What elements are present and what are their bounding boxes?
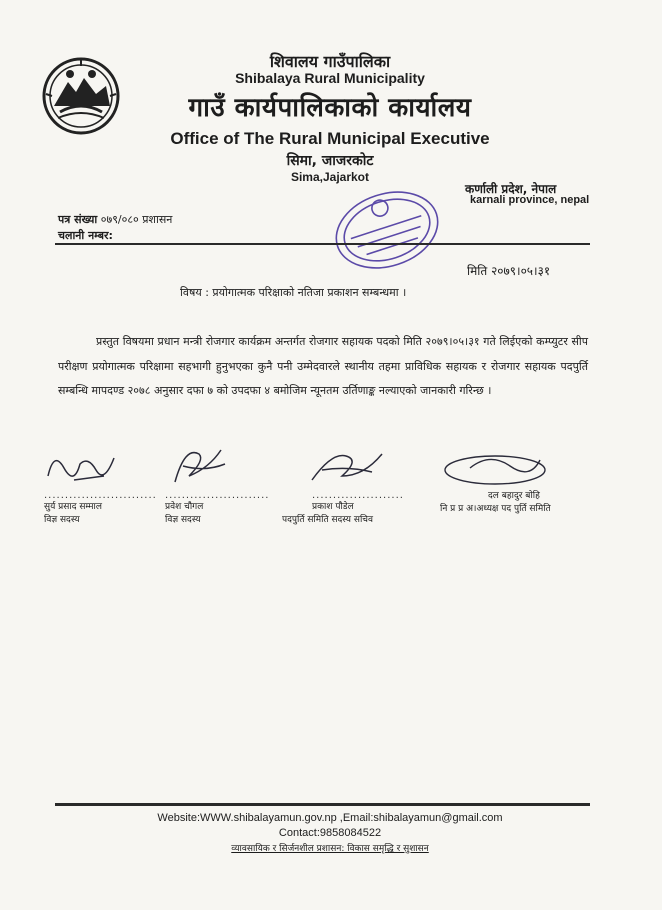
signatory-name: दल बहादुर बोहि [488,491,540,501]
signature-4 [440,446,550,486]
letter-number [58,212,172,227]
letter-date [467,262,550,279]
footer-divider [55,803,590,806]
header-divider [55,243,590,245]
signature-3 [302,446,392,486]
letter-number-value: ०७९/०८० प्रशासन [100,213,173,226]
signatory-4 [440,446,590,514]
office-name-english: Office of The Rural Municipal Executive [170,129,490,148]
province-nepali: कर्णाली प्रदेश, नेपाल [465,182,557,196]
signature-line: ........................... [44,490,157,501]
dispatch-number [58,228,113,243]
signature-2 [165,446,245,486]
municipality-emblem-logo [40,56,122,136]
signature-1 [44,446,124,486]
place-nepali: सिमा, जाजरकोट [286,153,374,169]
footer-motto: व्यावसायिक र सिर्जनशील प्रशासन: विकास समृद्धि र सुशासन [231,844,429,854]
signatory-name: सुर्य प्रसाद सम्माल [44,502,102,512]
dispatch-number-label: चलानी नम्बर: [58,229,113,242]
letter-subject: विषय : प्रयोगात्मक परिक्षाको नतिजा प्रकाशन सम्बन्धमा । [180,286,407,299]
signatory-3 [282,446,432,525]
signatory-name: प्रकाश पौडेल [312,502,354,512]
signatory-2 [165,446,295,525]
date-label: मिति [467,264,488,278]
date-value: २०७९।०५।३१ [491,264,551,278]
signatory-role: विज्ञ सदस्य [165,515,201,525]
letter-body: प्रस्तुत विषयमा प्रधान मन्त्री रोजगार कार्यक्रम अन्तर्गत रोजगार सहायक पदको मिति २०७९।०५।३१ गते लिईएको कम्प्युटर सीप परीक्षण प्रयोगात्मक परिक्षामा सहभागी हुनुभएका कुनै पनी उम्मेदवारले स्थानीय तहमा प्राविधिक सहायक र रोजगार सहायक पदपुर्ति सम्बन्धि मापदण्ड २०७८ अनुसार दफा ७ को उपदफा ४ बमोजिम न्यूनतम उर्तिणाङ्क नल्याएको जानकारी गरिन्छ । [58,335,588,397]
signature-line: ...................... [312,490,404,501]
office-stamp [330,185,445,275]
letter-number-label: पत्र संख्या [58,213,98,226]
province-english: karnali province, nepal [470,194,590,206]
signatory-role: विज्ञ सदस्य [44,515,80,525]
footer-contact: Contact:9858084522 [278,827,382,839]
municipality-name-english: Shibalaya Rural Municipality [235,70,425,86]
office-name-nepali: गाउँ कार्यपालिकाको कार्यालय [188,93,472,123]
municipality-name-nepali: शिवालय गाउँपालिका [269,52,391,71]
signatory-role: पदपुर्ति समिति सदस्य सचिव [282,515,374,525]
signatory-role: नि प्र प्र अ।अध्यक्ष पद पुर्ति समिति [440,504,551,514]
signatory-name: प्रवेश चौगल [165,502,204,512]
place-english: Sima,Jajarkot [290,170,370,184]
signatory-1 [44,446,174,525]
signature-line: ......................... [165,490,270,501]
footer-website-email: Website:WWW.shibalayamun.gov.np ,Email:shibalayamun@gmail.com [157,812,503,824]
